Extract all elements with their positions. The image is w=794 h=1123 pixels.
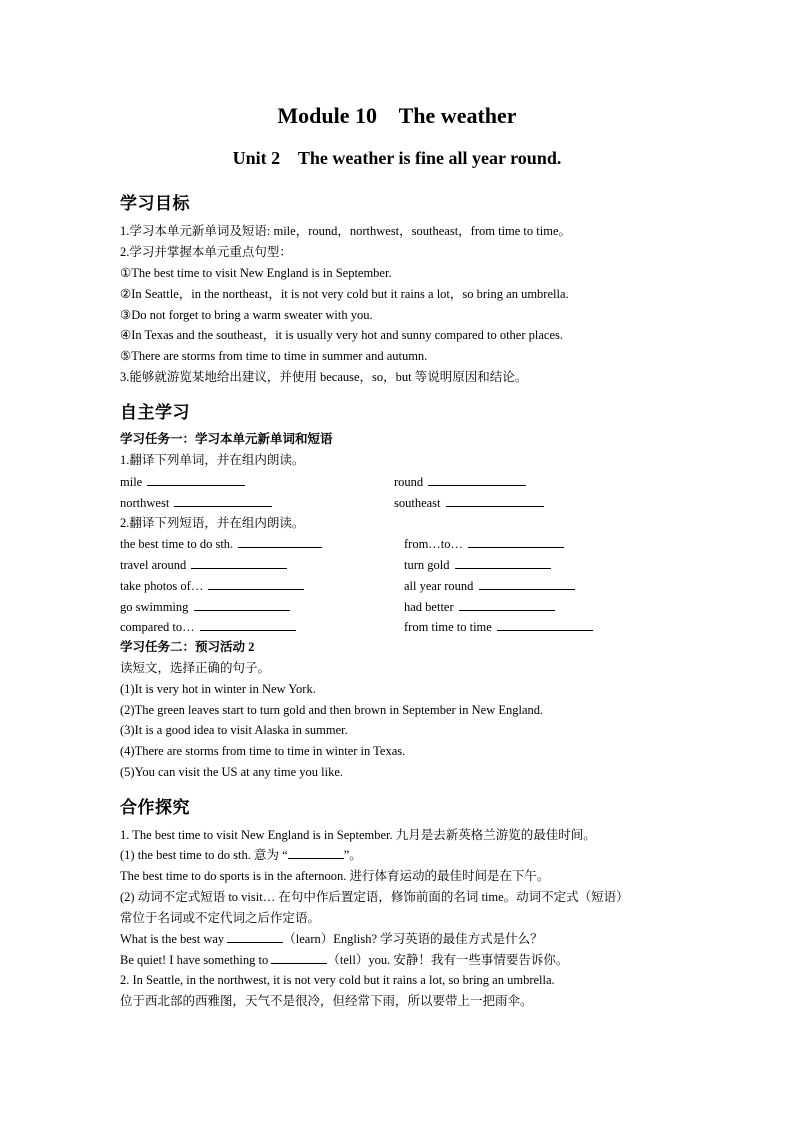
goal-item-3: 3.能够就游览某地给出建议，并使用 because，so，but 等说明原因和结论。 (120, 370, 528, 384)
phrase-label: compared to… (120, 620, 195, 634)
coop-line-4: (2) 动词不定式短语 to visit… 在句中作后置定语，修饰前面的名词 time。动词不定式（短语） (120, 890, 629, 904)
word-row-item (394, 473, 526, 490)
coop-line-3: The best time to do sports is in the afternoon. 进行体育运动的最佳时间是在下午。 (120, 869, 550, 883)
phrase-item (120, 598, 290, 615)
coop-line-7-start: Be quiet! I have something to (120, 953, 269, 967)
task2-title: 学习任务二：预习活动 2 (120, 640, 255, 654)
answer-blank[interactable] (459, 598, 555, 611)
word-label: round (394, 475, 424, 489)
coop-line-8: 2. In Seattle, in the northwest, it is not very cold but it rains a lot, so bring an umbrella. (120, 973, 555, 987)
word-row-item (120, 473, 245, 490)
goal-item-1: 1.学习本单元新单词及短语: mile，round，northwest，southeast，from time to time。 (120, 224, 572, 238)
phrase-label: from time to time (404, 620, 492, 634)
phrase-item (404, 577, 575, 594)
answer-blank[interactable] (497, 618, 593, 631)
phrase-item (404, 556, 551, 573)
reading-question-3: (3)It is a good idea to visit Alaska in summer. (120, 723, 348, 737)
reading-question-4: (4)There are storms from time to time in winter in Texas. (120, 744, 406, 758)
word-label: southeast (394, 496, 441, 510)
goal-sentence-5: ⑤There are storms from time to time in summer and autumn. (120, 349, 428, 363)
answer-blank[interactable] (446, 494, 544, 507)
phrase-item (404, 535, 564, 552)
answer-blank[interactable] (227, 931, 283, 943)
goal-sentence-3: ③Do not forget to bring a warm sweater with you. (120, 308, 373, 322)
word-row-item (394, 494, 544, 511)
answer-blank[interactable] (479, 577, 575, 590)
coop-line-2-start: (1) the best time to do sth. 意为 “ (120, 848, 288, 862)
goal-sentence-1: ①The best time to visit New England is in September. (120, 266, 392, 280)
answer-blank[interactable] (238, 535, 322, 548)
answer-blank[interactable] (194, 598, 290, 611)
coop-line-2 (120, 847, 362, 863)
coop-line-6-end: （learn）English? 学习英语的最佳方式是什么？ (283, 932, 543, 946)
coop-line-5: 常位于名词或不定代词之后作定语。 (120, 911, 321, 925)
word-label: mile (120, 475, 143, 489)
word-label: northwest (120, 496, 170, 510)
goals-heading: 学习目标 (120, 194, 190, 214)
phrase-item (120, 535, 322, 552)
coop-line-7-end: （tell）you. 安静！我有一些事情要告诉你。 (327, 953, 569, 967)
unit-title: Unit 2 The weather is fine all year round. (232, 148, 562, 168)
coop-line-6-start: What is the best way (120, 932, 225, 946)
phrase-item (120, 577, 304, 594)
phrase-label: from…to… (404, 537, 464, 551)
phrase-item (404, 618, 593, 635)
answer-blank[interactable] (147, 473, 245, 486)
reading-question-2: (2)The green leaves start to turn gold and then brown in September in New England. (120, 703, 544, 717)
answer-blank[interactable] (208, 577, 304, 590)
phrase-label: all year round (404, 579, 474, 593)
answer-blank[interactable] (191, 556, 287, 569)
coop-line-9: 位于西北部的西雅图，天气不是很冷，但经常下雨，所以要带上一把雨伞。 (120, 994, 533, 1008)
answer-blank[interactable] (455, 556, 551, 569)
coop-line-6 (120, 931, 543, 947)
phrase-item (120, 618, 296, 635)
goal-sentence-2: ②In Seattle，in the northeast，it is not very cold but it rains a lot，so bring an umbrella. (120, 287, 569, 301)
task1-instruction-2: 2.翻译下列短语，并在组内朗读。 (120, 516, 305, 530)
task1-instruction-1: 1.翻译下列单词，并在组内朗读。 (120, 453, 305, 467)
coop-line-1: 1. The best time to visit New England is in September. 九月是去新英格兰游览的最佳时间。 (120, 828, 596, 842)
coop-heading: 合作探究 (120, 798, 190, 818)
phrase-label: go swimming (120, 600, 189, 614)
phrase-label: take photos of… (120, 579, 204, 593)
answer-blank[interactable] (174, 494, 272, 507)
answer-blank[interactable] (288, 847, 344, 859)
answer-blank[interactable] (428, 473, 526, 486)
answer-blank[interactable] (271, 952, 327, 964)
phrase-label: travel around (120, 558, 187, 572)
reading-question-5: (5)You can visit the US at any time you like. (120, 765, 344, 779)
coop-line-2-end: ”。 (343, 848, 362, 862)
phrase-label: turn gold (404, 558, 450, 572)
phrase-item (120, 556, 287, 573)
answer-blank[interactable] (200, 618, 296, 631)
coop-line-7 (120, 952, 568, 968)
phrase-label: had better (404, 600, 454, 614)
goal-sentence-4: ④In Texas and the southeast，it is usually very hot and sunny compared to other places. (120, 328, 563, 342)
phrase-label: the best time to do sth. (120, 537, 234, 551)
word-row-item (120, 494, 272, 511)
task2-instruction: 读短文，选择正确的句子。 (120, 661, 271, 675)
self-study-heading: 自主学习 (120, 403, 190, 423)
phrase-item (404, 598, 555, 615)
goal-item-2: 2.学习并掌握本单元重点句型： (120, 245, 292, 259)
module-title: Module 10 The weather (277, 103, 517, 128)
reading-question-1: (1)It is very hot in winter in New York. (120, 682, 316, 696)
task1-title: 学习任务一：学习本单元新单词和短语 (120, 432, 333, 446)
answer-blank[interactable] (468, 535, 564, 548)
